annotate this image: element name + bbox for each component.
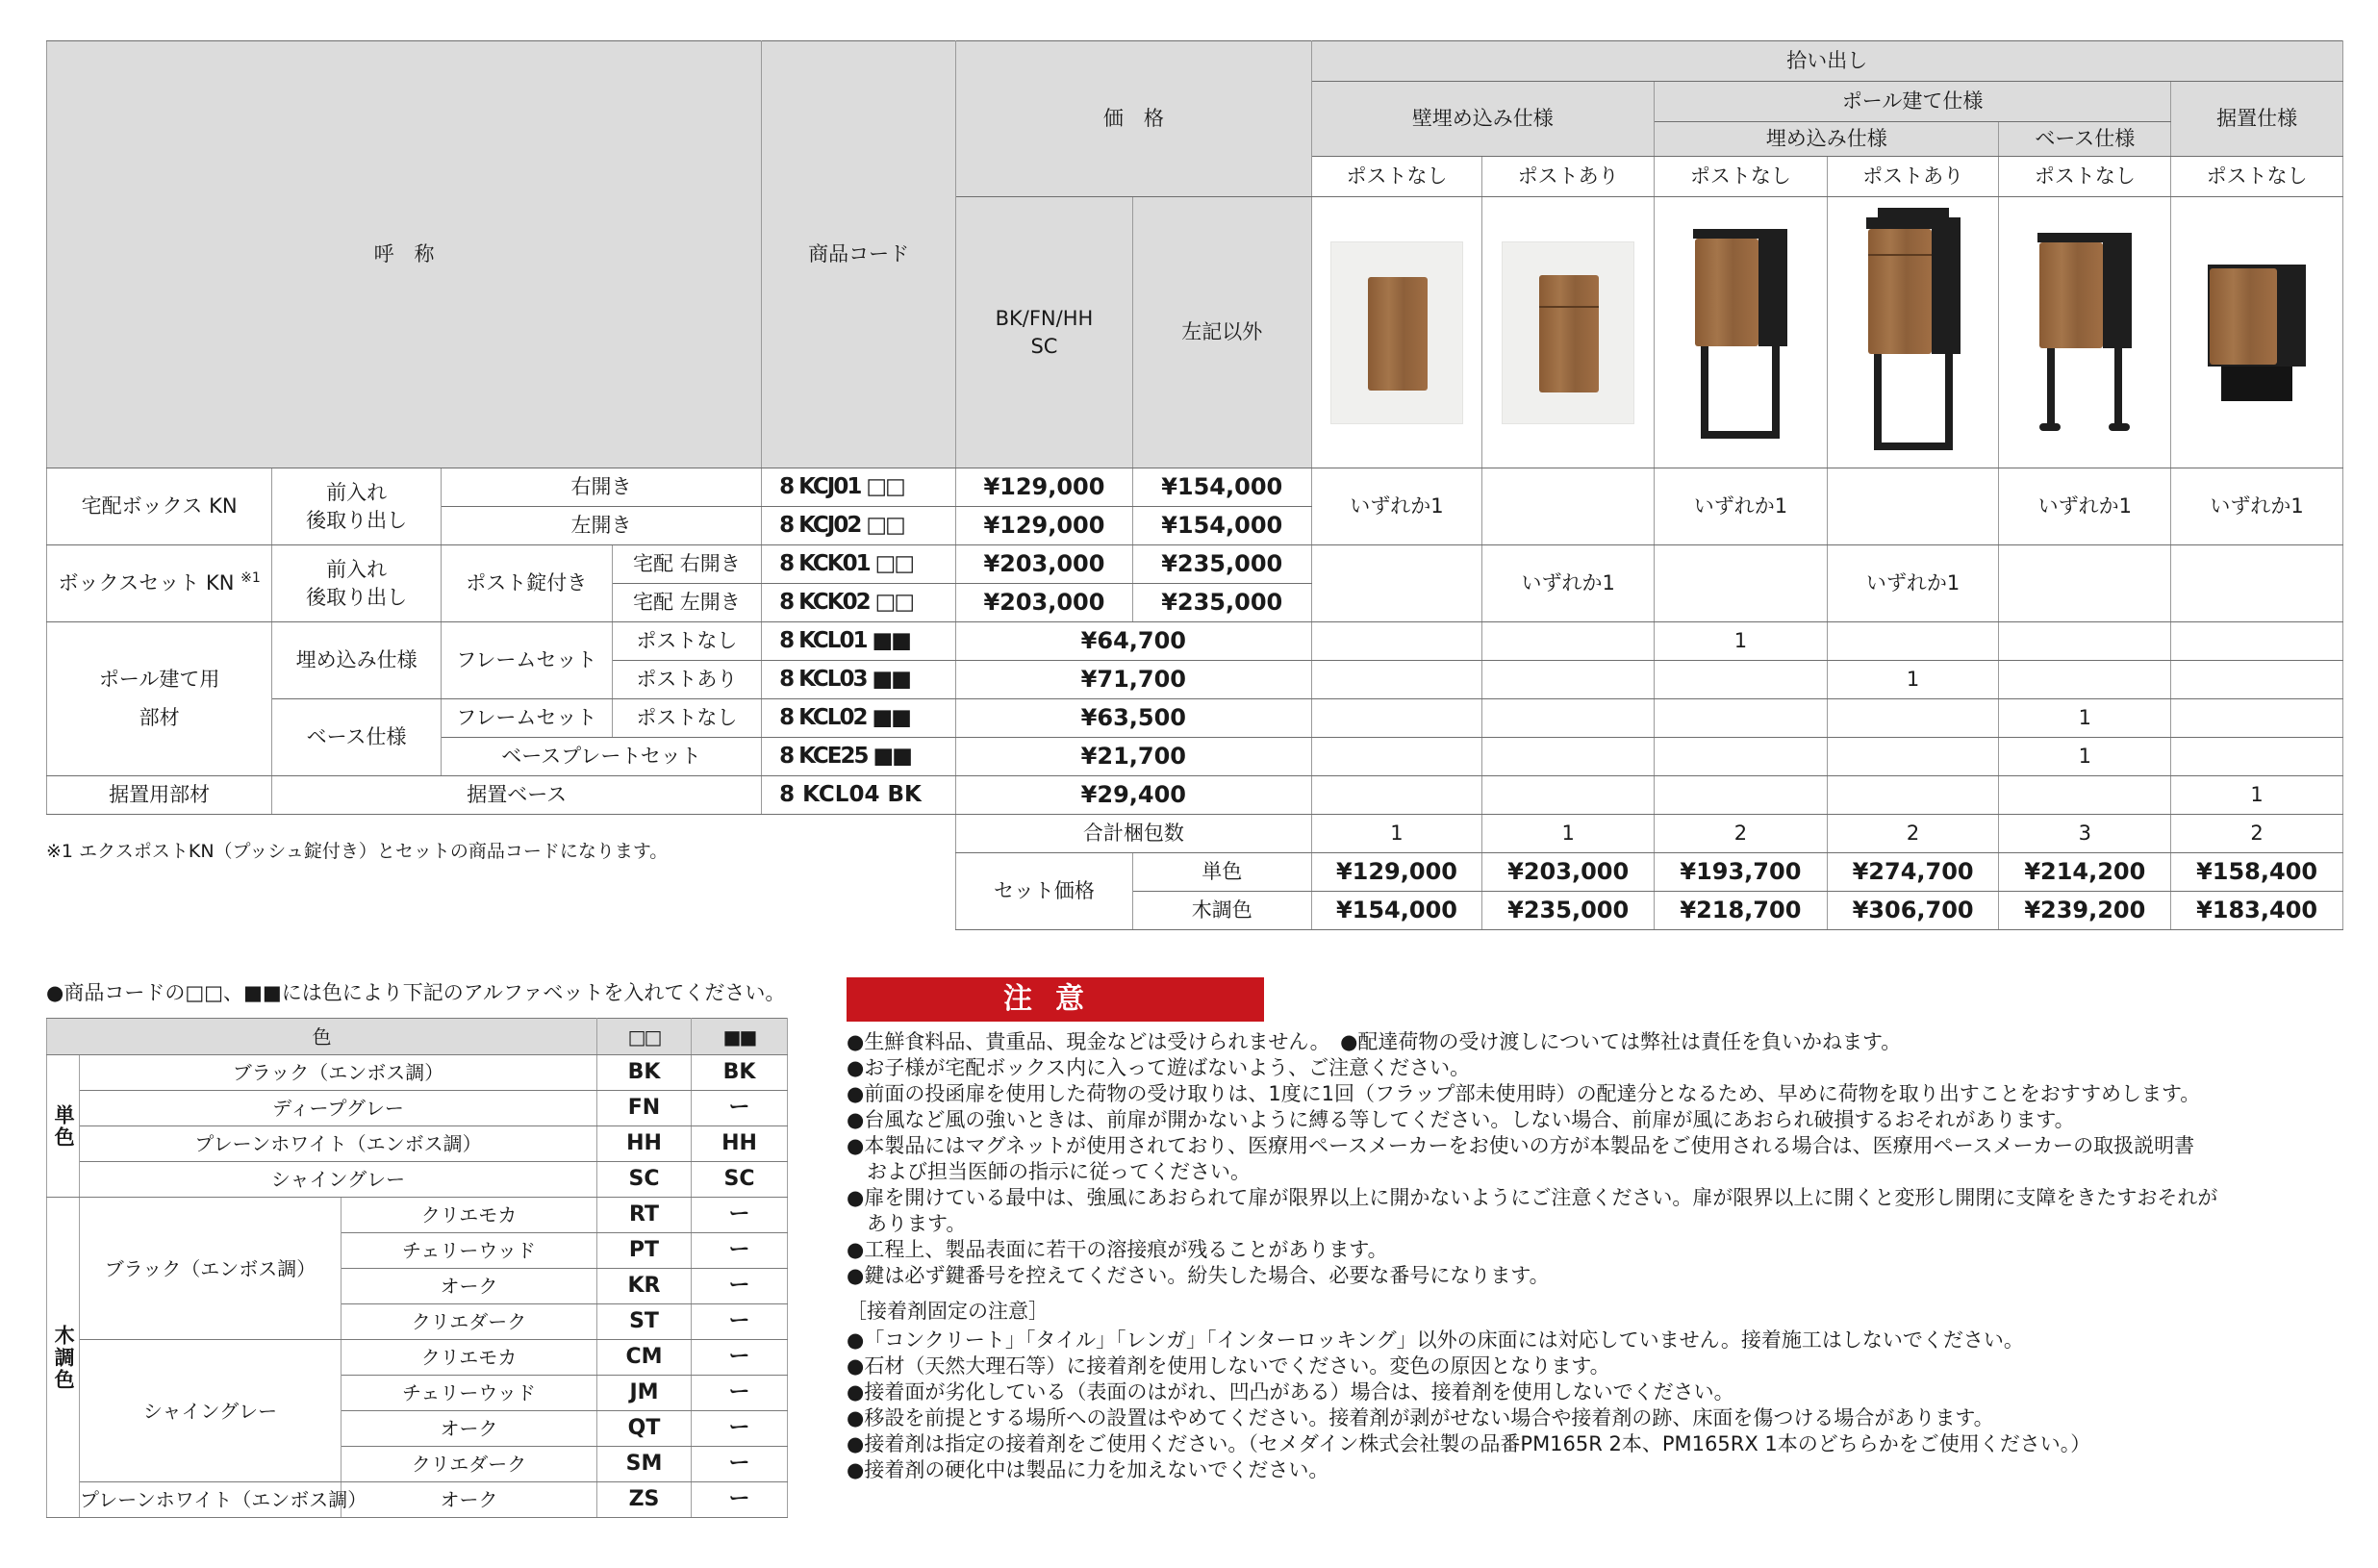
pick-empty <box>1827 699 1999 738</box>
row-pole-base: ベース仕様 <box>272 699 442 776</box>
pick-empty <box>1999 661 2171 699</box>
color-code-2: SC <box>692 1162 788 1198</box>
row-box-set-label: ボックスセット KN <box>58 571 235 595</box>
row-pole-embed: 埋め込み仕様 <box>272 622 442 699</box>
pick-empty <box>1655 699 1828 738</box>
row-box-set-lock: ポスト錠付き <box>441 545 612 622</box>
wood-name: オーク <box>342 1269 597 1304</box>
set-price-label: セット価格 <box>956 853 1133 930</box>
total-packages: 1 <box>1311 815 1482 853</box>
product-image-pole-embed-post <box>1827 197 1999 468</box>
total-packages: 2 <box>1655 815 1828 853</box>
pick-empty <box>1311 699 1482 738</box>
caution-heading: 注意 <box>847 977 1264 1022</box>
pick-empty <box>1482 661 1655 699</box>
caution-item: ●お子様が宅配ボックス内に入って遊ばないよう、ご注意ください。 <box>847 1056 1471 1079</box>
set-price-solid: ¥129,000 <box>1311 853 1482 892</box>
color-code-1: BK <box>597 1055 692 1091</box>
pick-empty <box>1311 776 1482 815</box>
wood-name: オーク <box>342 1482 597 1518</box>
row-frame-set: フレームセット <box>441 622 612 699</box>
color-name: ブラック（エンボス調） <box>80 1055 597 1091</box>
adhesive-item: ●接着面が劣化している（表面のはがれ、凹凸がある）場合は、接着剤を使用しないでください。 <box>847 1380 1734 1404</box>
adhesive-item: ●石材（天然大理石等）に接着剤を使用しないでください。変色の原因となります。 <box>847 1354 1610 1378</box>
total-packages: 1 <box>1482 815 1655 853</box>
price-kck01-other: ¥235,000 <box>1132 545 1311 584</box>
caution-item: および担当医師の指示に従ってください。 <box>847 1160 1251 1183</box>
pick-empty <box>1482 738 1655 776</box>
set-price-wood: ¥154,000 <box>1311 892 1482 930</box>
price-kck02-std: ¥203,000 <box>956 584 1133 622</box>
pick-empty <box>1311 545 1482 622</box>
color-code-1: SC <box>597 1162 692 1198</box>
wood-code-dash: ー <box>692 1482 788 1518</box>
price-kcj01-other: ¥154,000 <box>1132 468 1311 507</box>
pick-pole-embed-post-set: いずれか1 <box>1827 545 1999 622</box>
wood-code-dash: ー <box>692 1304 788 1340</box>
row-frame-set: フレームセット <box>441 699 612 738</box>
row-kcl03-post: ポストあり <box>612 661 761 699</box>
row-kcl01-post: ポストなし <box>612 622 761 661</box>
caution-item: ●本製品にはマグネットが使用されており、医療用ペースメーカーをお使いの方が本製品をご使用される場合は、医療用ペースメーカーの取扱説明書 <box>847 1134 2195 1157</box>
wood-code: QT <box>597 1411 692 1447</box>
product-price-table <box>46 40 2343 930</box>
code-kck01: 8 KCK01 □□ <box>762 545 956 584</box>
caution-item: ●台風など風の強いときは、前扉が開かないように縛る等してください。しない場合、前扉が風にあおられ破損するおそれがあります。 <box>847 1108 2075 1131</box>
wood-name: クリエダーク <box>342 1304 597 1340</box>
pick-empty <box>1655 661 1828 699</box>
set-price-solid: ¥203,000 <box>1482 853 1655 892</box>
price-kcj02-std: ¥129,000 <box>956 507 1133 545</box>
wood-code-dash: ー <box>692 1269 788 1304</box>
color-name: ディープグレー <box>80 1091 597 1126</box>
header-post-none: ポストなし <box>1655 157 1828 197</box>
color-name: シャイングレー <box>80 1162 597 1198</box>
adhesive-item: ●接着剤は指定の接着剤をご使用ください。（セメダイン株式会社製の品番PM165R 2本、PM165RX 1本のどちらかをご使用ください。） <box>847 1432 2091 1455</box>
color-group-solid: 単色 <box>47 1055 80 1198</box>
spacer <box>47 892 956 930</box>
adhesive-item: ●接着剤の硬化中は製品に力を加えないでください。 <box>847 1458 1329 1481</box>
adhesive-item: ●「コンクリート」「タイル」「レンガ」「インターロッキング」以外の床面には対応していません。接着施工はしないでください。 <box>847 1328 2024 1352</box>
code-kcj01: 8 KCJ01 □□ <box>762 468 956 507</box>
header-post-none: ポストなし <box>1999 157 2171 197</box>
pick-empty <box>1482 776 1655 815</box>
header-pole-embed: 埋め込み仕様 <box>1655 122 1999 157</box>
wood-code-dash: ー <box>692 1376 788 1411</box>
color-code-table <box>46 1018 788 1518</box>
total-packages-label: 合計梱包数 <box>956 815 1312 853</box>
pick-empty <box>2171 622 2343 661</box>
pick-pole-base-none-box: いずれか1 <box>1999 468 2171 545</box>
price-kcl02: ¥63,500 <box>956 699 1312 738</box>
wood-code-dash: ー <box>692 1198 788 1233</box>
caution-item: ●工程上、製品表面に若干の溶接痕が残ることがあります。 <box>847 1238 1388 1261</box>
pick-empty <box>1655 545 1828 622</box>
set-price-solid: ¥158,400 <box>2171 853 2343 892</box>
price-kcj01-std: ¥129,000 <box>956 468 1133 507</box>
pick-kcl04: 1 <box>2171 776 2343 815</box>
color-header-sq1: □□ <box>597 1019 692 1055</box>
code-kck02: 8 KCK02 □□ <box>762 584 956 622</box>
pick-empty <box>1827 468 1999 545</box>
pick-wall-post-set: いずれか1 <box>1482 545 1655 622</box>
color-code-intro: ●商品コードの□□、■■には色により下記のアルファベットを入れてください。 <box>46 981 786 1004</box>
product-image-pole-embed-none <box>1655 197 1828 468</box>
pick-empty <box>1999 545 2171 622</box>
header-pole: ポール建て仕様 <box>1655 82 2171 122</box>
header-post-none: ポストなし <box>1311 157 1482 197</box>
header-stand: 据置仕様 <box>2171 82 2343 157</box>
caution-item: ●扉を開けている最中は、強風にあおられて扉が限界以上に開かないようにご注意ください。扉が限界以上に開くと変形し開閉に支障をきたすおそれが <box>847 1186 2218 1209</box>
wood-code: ZS <box>597 1482 692 1518</box>
footnote-1: ※1 エクスポストKN（プッシュ錠付き）とセットの商品コードになります。 <box>46 841 669 862</box>
wood-name: オーク <box>342 1411 597 1447</box>
pick-empty <box>1827 776 1999 815</box>
set-price-solid: ¥274,700 <box>1827 853 1999 892</box>
pick-kcl02: 1 <box>1999 699 2171 738</box>
color-header: 色 <box>47 1019 597 1055</box>
color-code-2: ー <box>692 1091 788 1126</box>
color-code-2: BK <box>692 1055 788 1091</box>
product-image-pole-base-none <box>1999 197 2171 468</box>
wood-name: クリエモカ <box>342 1340 597 1376</box>
header-price: 価 格 <box>956 41 1312 197</box>
pick-stand-none-box: いずれか1 <box>2171 468 2343 545</box>
wood-code: JM <box>597 1376 692 1411</box>
header-pickup: 拾い出し <box>1311 41 2342 82</box>
pick-empty <box>1311 738 1482 776</box>
wood-code: KR <box>597 1269 692 1304</box>
wood-base-shine: シャイングレー <box>80 1340 342 1482</box>
wood-base-white: プレーンホワイト（エンボス調） <box>80 1482 342 1518</box>
set-price-wood: ¥218,700 <box>1655 892 1828 930</box>
price-kck01-std: ¥203,000 <box>956 545 1133 584</box>
pick-wall-none-box: いずれか1 <box>1311 468 1482 545</box>
caution-item: あります。 <box>847 1212 967 1235</box>
price-kcl04: ¥29,400 <box>956 776 1312 815</box>
wood-name: クリエモカ <box>342 1198 597 1233</box>
header-price-col1: BK/FN/HH SC <box>956 197 1133 468</box>
row-delivery-box: 宅配ボックス KN <box>47 468 272 545</box>
header-wall: 壁埋め込み仕様 <box>1311 82 1654 157</box>
product-image-wall-none <box>1311 197 1482 468</box>
set-price-wood: ¥239,200 <box>1999 892 2171 930</box>
pick-empty <box>1482 699 1655 738</box>
wood-code-dash: ー <box>692 1447 788 1482</box>
product-image-stand-none <box>2171 197 2343 468</box>
color-name: プレーンホワイト（エンボス調） <box>80 1126 597 1162</box>
code-kcl01: 8 KCL01 ■■ <box>762 622 956 661</box>
code-kcl02: 8 KCL02 ■■ <box>762 699 956 738</box>
row-kcl02-post: ポストなし <box>612 699 761 738</box>
row-delivery-right: 右開き <box>441 468 761 507</box>
pick-pole-embed-none-box: いずれか1 <box>1655 468 1828 545</box>
set-price-solid: ¥193,700 <box>1655 853 1828 892</box>
wood-code-dash: ー <box>692 1233 788 1269</box>
wood-code: CM <box>597 1340 692 1376</box>
set-price-wood-label: 木調色 <box>1132 892 1311 930</box>
price-kcl03: ¥71,700 <box>956 661 1312 699</box>
row-box-set-left: 宅配 左開き <box>612 584 761 622</box>
wood-base-black: ブラック（エンボス調） <box>80 1198 342 1340</box>
row-box-set-sub: 前入れ 後取り出し <box>272 545 442 622</box>
row-box-set-note: ※1 <box>240 570 261 587</box>
pick-empty <box>1827 738 1999 776</box>
color-header-sq2: ■■ <box>692 1019 788 1055</box>
pick-empty <box>1999 776 2171 815</box>
color-code-2: HH <box>692 1126 788 1162</box>
total-packages: 3 <box>1999 815 2171 853</box>
wood-code: ST <box>597 1304 692 1340</box>
wood-name: チェリーウッド <box>342 1376 597 1411</box>
row-delivery-box-sub: 前入れ 後取り出し <box>272 468 442 545</box>
pick-empty <box>2171 661 2343 699</box>
row-box-set <box>47 545 272 622</box>
set-price-solid: ¥214,200 <box>1999 853 2171 892</box>
header-pole-base: ベース仕様 <box>1999 122 2171 157</box>
adhesive-heading: ［接着剤固定の注意］ <box>847 1300 1049 1323</box>
wood-name: クリエダーク <box>342 1447 597 1482</box>
color-group-wood: 木調色 <box>47 1198 80 1518</box>
code-kcj02: 8 KCJ02 □□ <box>762 507 956 545</box>
code-kce25: 8 KCE25 ■■ <box>762 738 956 776</box>
caution-item: ●鍵は必ず鍵番号を控えてください。紛失した場合、必要な番号になります。 <box>847 1264 1550 1287</box>
color-code-1: FN <box>597 1091 692 1126</box>
pick-empty <box>2171 699 2343 738</box>
code-kcl03: 8 KCL03 ■■ <box>762 661 956 699</box>
row-delivery-left: 左開き <box>441 507 761 545</box>
pick-empty <box>1311 661 1482 699</box>
wood-code: RT <box>597 1198 692 1233</box>
caution-item: ●前面の投函扉を使用した荷物の受け取りは、1度に1回（フラップ部未使用時）の配達分となるため、早めに荷物を取り出すことをおすすめします。 <box>847 1082 2201 1105</box>
row-baseplate-set: ベースプレートセット <box>441 738 761 776</box>
price-kck02-other: ¥235,000 <box>1132 584 1311 622</box>
pick-empty <box>1999 622 2171 661</box>
row-box-set-right: 宅配 右開き <box>612 545 761 584</box>
pick-empty <box>2171 738 2343 776</box>
wood-code-dash: ー <box>692 1340 788 1376</box>
pick-empty <box>1655 738 1828 776</box>
product-image-wall-post <box>1482 197 1655 468</box>
set-price-wood: ¥306,700 <box>1827 892 1999 930</box>
total-packages: 2 <box>1827 815 1999 853</box>
wood-name: チェリーウッド <box>342 1233 597 1269</box>
pick-kcl03: 1 <box>1827 661 1999 699</box>
row-pole-parts: ポール建て用 部材 <box>47 622 272 776</box>
pick-empty <box>1482 468 1655 545</box>
header-price-col2: 左記以外 <box>1132 197 1311 468</box>
set-price-solid-label: 単色 <box>1132 853 1311 892</box>
color-code-1: HH <box>597 1126 692 1162</box>
row-stand-base: 据置ベース <box>272 776 762 815</box>
row-stand-parts: 据置用部材 <box>47 776 272 815</box>
header-name: 呼 称 <box>47 41 762 468</box>
pick-empty <box>1311 622 1482 661</box>
pick-empty <box>1482 622 1655 661</box>
wood-code: SM <box>597 1447 692 1482</box>
header-post-none: ポストなし <box>2171 157 2343 197</box>
price-kce25: ¥21,700 <box>956 738 1312 776</box>
pick-empty <box>1655 776 1828 815</box>
pick-empty <box>1827 622 1999 661</box>
set-price-wood: ¥183,400 <box>2171 892 2343 930</box>
price-kcl01: ¥64,700 <box>956 622 1312 661</box>
code-kcl04: 8 KCL04 BK <box>762 776 956 815</box>
caution-list <box>847 1029 2347 1483</box>
header-code: 商品コード <box>762 41 956 468</box>
pick-kcl01: 1 <box>1655 622 1828 661</box>
total-packages: 2 <box>2171 815 2343 853</box>
header-post-yes: ポストあり <box>1482 157 1655 197</box>
wood-code-dash: ー <box>692 1411 788 1447</box>
price-kcj02-other: ¥154,000 <box>1132 507 1311 545</box>
pick-empty <box>2171 545 2343 622</box>
wood-code: PT <box>597 1233 692 1269</box>
set-price-wood: ¥235,000 <box>1482 892 1655 930</box>
caution-item: ●生鮮食料品、貴重品、現金などは受けられません。 ●配達荷物の受け渡しについては弊社は責任を負いかねます。 <box>847 1030 1902 1053</box>
pick-kce25: 1 <box>1999 738 2171 776</box>
adhesive-item: ●移設を前提とする場所への設置はやめてください。接着剤が剥がせない場合や接着剤の跡、床面を傷つける場合があります。 <box>847 1406 1994 1429</box>
header-post-yes: ポストあり <box>1827 157 1999 197</box>
